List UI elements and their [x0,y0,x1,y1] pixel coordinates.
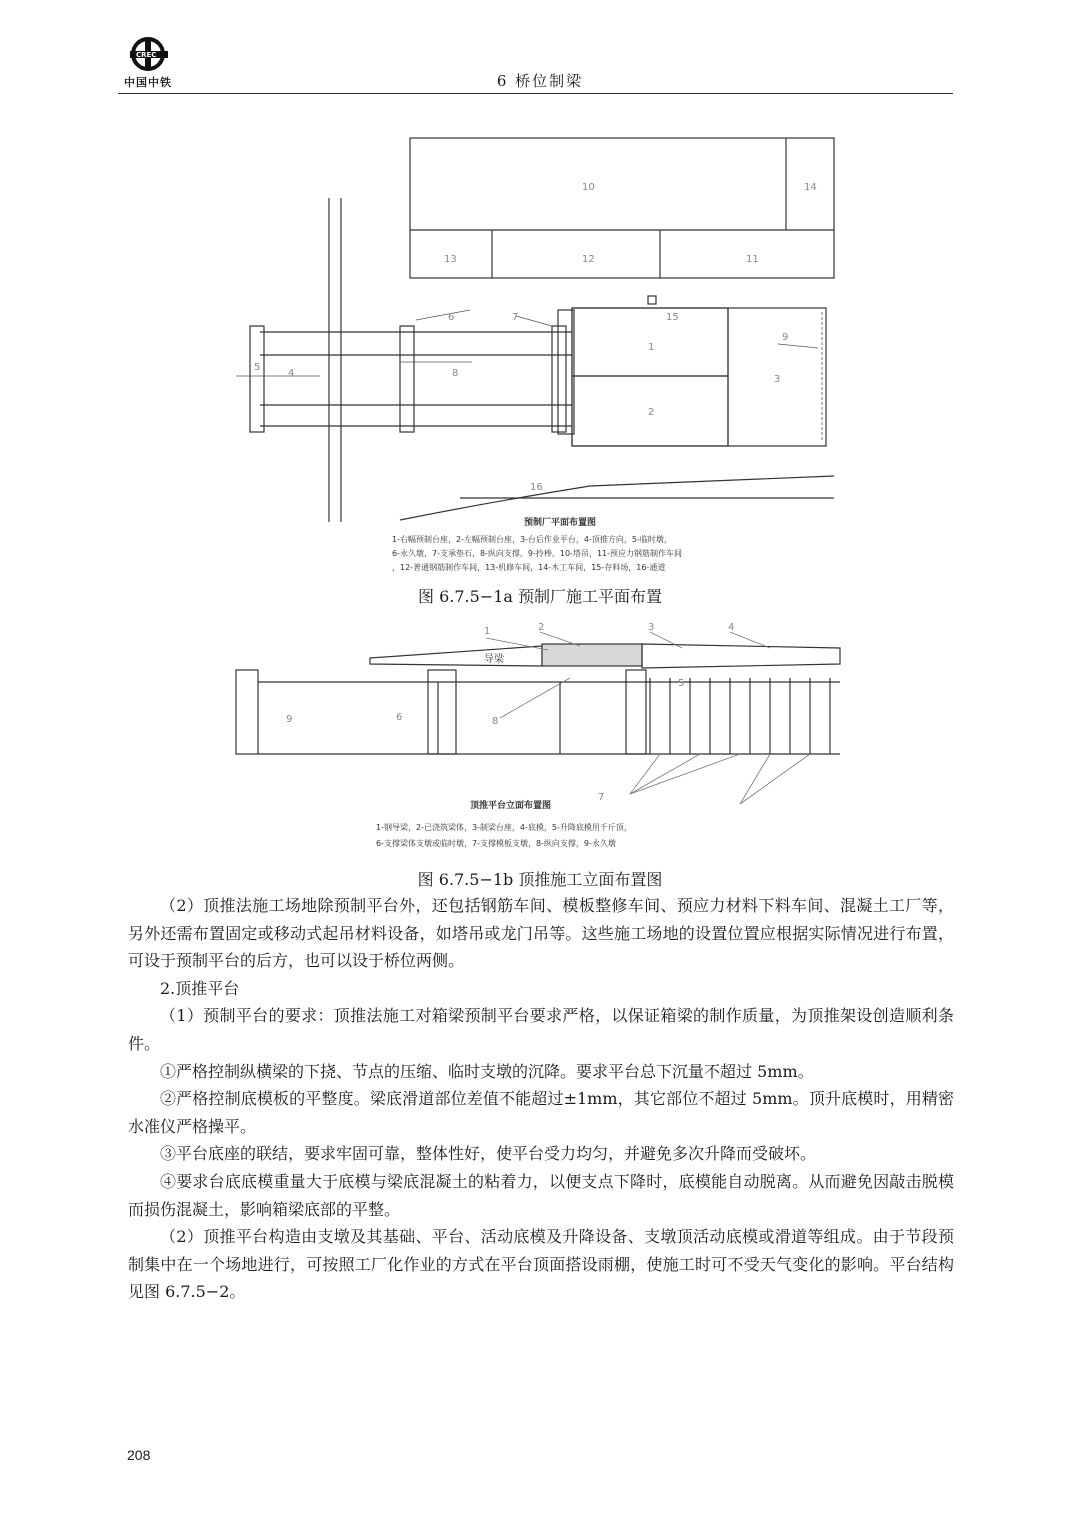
label-1: 1 [648,342,655,353]
label-2: 2 [648,407,655,418]
label-e5: 5 [678,678,685,689]
label-e8: 8 [492,716,499,727]
label-10: 10 [582,182,595,193]
label-12: 12 [582,254,595,265]
label-e4: 4 [728,622,735,633]
legend2-title: 顶推平台立面布置图 [470,801,552,811]
label-15: 15 [666,312,679,323]
logo-text: 中国中铁 [124,76,172,89]
header-rule [118,93,953,94]
legend-line-3: ，12-普通钢筋制作车间，13-机修车间，14-木工车间，15-存料场，16-通道 [392,563,666,572]
label-4: 4 [288,368,295,379]
page-number: 208 [127,1447,151,1463]
guide-beam-label: 导梁 [484,654,504,665]
label-11: 11 [746,254,759,265]
legend2-line-1: 1-钢导梁，2-已浇筑梁体，3-制梁台座，4-底模，5-升降底模用千斤顶， [376,823,632,832]
legend-title: 预制厂平面布置图 [524,518,597,528]
legend-line-2: 6-永久墩，7-支承垫石，8-纵向支撑，9-拎棒，10-塔吊，11-预应力钢筋制作车间 [392,549,683,558]
label-14: 14 [804,182,817,193]
label-8: 8 [452,368,459,379]
figure-elevation-layout [230,618,860,862]
paragraph: ②严格控制底模板的平整度。梁底滑道部位差值不能超过±1mm，其它部位不超过 5mm。顶升底模时，用精密水准仪严格操平。 [128,1089,954,1136]
section-heading: 2.顶推平台 [160,978,240,998]
figure2-caption: 图 6.7.5−1b 顶推施工立面布置图 [417,870,663,889]
label-e7: 7 [598,792,605,803]
body-text [128,892,954,1306]
label-e9: 9 [286,714,293,725]
label-6: 6 [448,312,455,323]
label-e1: 1 [484,626,491,637]
label-e3: 3 [648,622,655,633]
paragraph: （2）顶推法施工场地除预制平台外，还包括钢筋车间、模板整修车间、预应力材料下料车间、混凝土工厂等，另外还需布置固定或移动式起吊材料设备，如塔吊或龙门吊等。这些施工场地的设置位置应根据实际情况进行布置，可设于预制平台的后方，也可以设于桥位两侧。 [128,896,954,971]
label-3: 3 [774,374,781,385]
label-7: 7 [512,312,519,323]
paragraph: ④要求台底底模重量大于底模与梁底混凝土的粘着力，以便支点下降时，底模能自动脱离。从而避免因敲击脱模而损伤混凝土，影响箱梁底部的平整。 [128,1171,954,1219]
paragraph: ①严格控制纵横梁的下挠、节点的压缩、临时支墩的沉降。要求平台总下沉量不超过 5mm。 [160,1061,814,1081]
label-e2: 2 [538,622,545,633]
label-13: 13 [444,254,457,265]
label-9: 9 [782,332,789,343]
chapter-title: 6 桥位制梁 [496,72,584,90]
figure1-caption: 图 6.7.5−1a 预制厂施工平面布置 [417,587,662,606]
label-16: 16 [530,482,543,493]
label-5: 5 [254,362,261,373]
paragraph: ③平台底座的联结，要求牢固可靠，整体性好，使平台受力均匀，并避免多次升降而受破坏。 [160,1144,817,1164]
label-e6: 6 [396,712,403,723]
legend2-line-2: 6-支撑梁体支墩或临时墩，7-支撑模板支墩，8-纵向支撑，9-永久墩 [376,839,616,848]
legend-line-1: 1-右幅预制台座，2-左幅预制台座，3-台后作业平台，4-顶推方向，5-临时墩， [392,535,672,544]
paragraph: （1）预制平台的要求：顶推法施工对箱梁预制平台要求严格，以保证箱梁的制作质量，为顶推架设创造顺利条件。 [128,1006,954,1053]
svg-text:CREC: CREC [136,51,157,59]
paragraph: （2）顶推平台构造由支墩及其基础、平台、活动底模及升降设备、支墩顶活动底模或滑道等组成。由于节段预制集中在一个场地进行，可按照工厂化作业的方式在平台顶面搭设雨棚，使施工时可不受天气变化的影响。平台结构见图 6.7.5−2。 [128,1227,954,1302]
figure-plan-layout [230,130,870,580]
